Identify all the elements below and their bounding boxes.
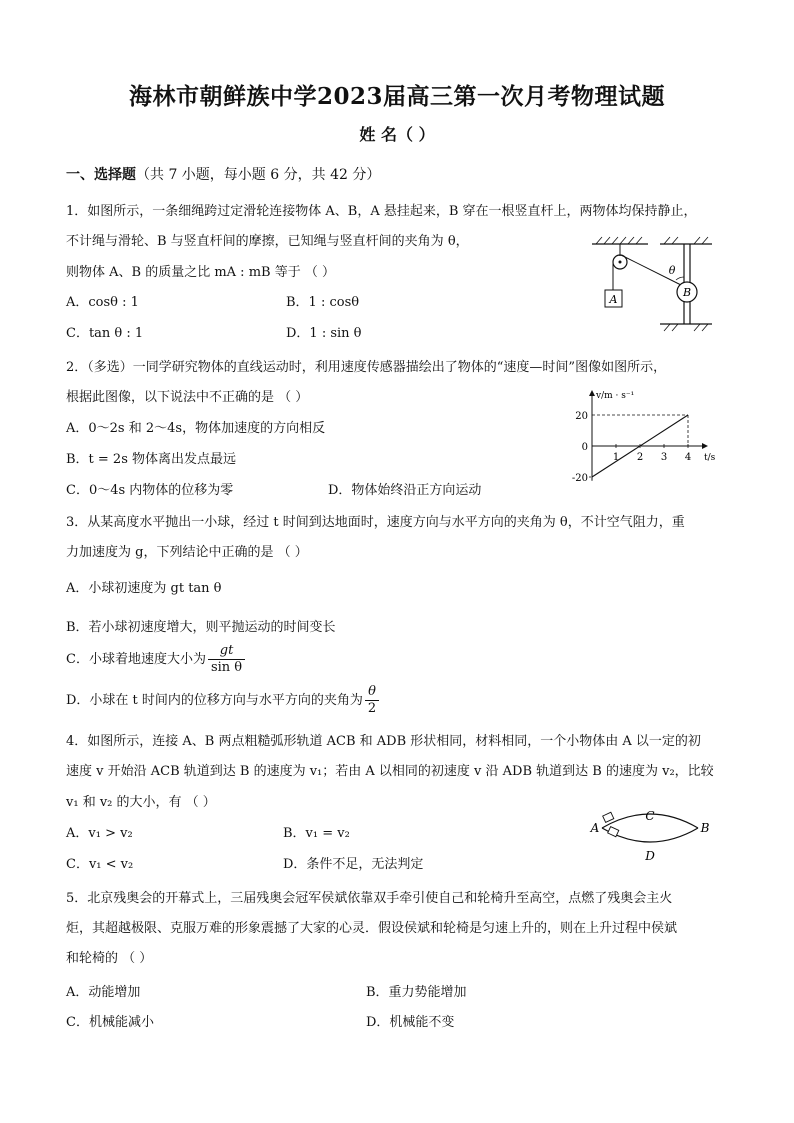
section-heading bbox=[66, 166, 380, 184]
y-tick-label: 0 bbox=[581, 442, 588, 453]
q5-option-b: B．重力势能增加 bbox=[366, 985, 467, 1000]
x-axis-label: t/s bbox=[704, 453, 716, 463]
label-theta: θ bbox=[668, 264, 676, 277]
q4-text-line1: 4．如图所示，连接 A、B 两点粗糙弧形轨道 ACB 和 ADB 形状相同，材料相同，一个小物体由 A 以一定的初 bbox=[66, 734, 701, 749]
q2-option-c: C．0～4s 内物体的位移为零 bbox=[66, 483, 234, 498]
q3-option-d-text: D．小球在 t 时间内的位移方向与水平方向的夹角为 bbox=[66, 693, 363, 708]
q2-option-a: A．0～2s 和 2～4s，物体加速度的方向相反 bbox=[66, 421, 326, 436]
y-tick-label: -20 bbox=[571, 473, 588, 484]
q3-option-d-fraction bbox=[365, 684, 379, 717]
q3-option-c-fraction bbox=[208, 643, 245, 676]
q3-option-d bbox=[66, 684, 381, 717]
label-c: C bbox=[645, 809, 655, 823]
x-axis-arrow bbox=[702, 443, 708, 449]
section-title: 一、选择题 bbox=[66, 167, 136, 183]
x-tick-label: 2 bbox=[636, 452, 644, 463]
q1-pulley-figure bbox=[588, 232, 720, 332]
q5-text-line1: 5．北京残奥会的开幕式上，三届残奥会冠军侯斌依靠双手牵引使自己和轮椅升至高空，点燃了残奥会主火 bbox=[66, 891, 673, 906]
section-note: （共 7 小题，每小题 6 分，共 42 分） bbox=[136, 167, 381, 183]
q4-option-c: C．v₁ < v₂ bbox=[66, 857, 134, 872]
q1-option-b: B．1 : cosθ bbox=[286, 295, 360, 310]
q4-text-line2: 速度 v 开始沿 ACB 轨道到达 B 的速度为 v₁；若由 A 以相同的初速度 v 沿 ADB 轨道到达 B 的速度为 v₂，比较 bbox=[66, 764, 714, 779]
q3-option-d-denominator: 2 bbox=[367, 701, 377, 716]
q4-arc-tracks-figure bbox=[586, 806, 714, 866]
q3-option-c bbox=[66, 643, 247, 676]
q1-text-line2: 不计绳与滑轮、B 与竖直杆间的摩擦，已知绳与竖直杆间的夹角为 θ， bbox=[66, 234, 469, 249]
q2-option-d: D．物体始终沿正方向运动 bbox=[328, 483, 482, 498]
q2-velocity-time-chart bbox=[560, 386, 720, 492]
q1-option-c: C．tan θ : 1 bbox=[66, 326, 144, 341]
q3-option-c-denominator: sin θ bbox=[210, 660, 243, 675]
q3-option-c-text: C．小球着地速度大小为 bbox=[66, 652, 206, 667]
x-tick-label: 4 bbox=[684, 452, 692, 463]
q4-option-a: A．v₁ > v₂ bbox=[66, 826, 133, 841]
q5-option-a: A．动能增加 bbox=[66, 985, 141, 1000]
q5-text-line2: 炬，其超越极限、克服万难的形象震撼了大家的心灵．假设侯斌和轮椅是匀速上升的，则在上升过程中侯斌 bbox=[66, 921, 678, 936]
q3-option-c-numerator: gt bbox=[208, 643, 245, 660]
q3-text-line1: 3．从某高度水平抛出一小球，经过 t 时间到达地面时，速度方向与水平方向的夹角为 θ，不计空气阻力，重 bbox=[66, 515, 685, 530]
q1-option-a: A．cosθ : 1 bbox=[66, 295, 139, 310]
q3-text-line2: 力加速度为 g，下列结论中正确的是 （ ） bbox=[66, 545, 308, 560]
q5-option-d: D．机械能不变 bbox=[366, 1015, 455, 1030]
label-a: A bbox=[590, 821, 600, 835]
q1-text-line3: 则物体 A、B 的质量之比 mA : mB 等于 （ ） bbox=[66, 265, 335, 280]
y-tick-label: 20 bbox=[575, 411, 588, 422]
name-field-label: 姓 名（ ） bbox=[359, 125, 435, 144]
x-tick-label: 3 bbox=[660, 452, 668, 463]
q1-option-d: D．1 : sin θ bbox=[286, 326, 362, 341]
q5-text-line3: 和轮椅的 （ ） bbox=[66, 951, 153, 966]
q1-text-line1: 1．如图所示，一条细绳跨过定滑轮连接物体 A、B，A 悬挂起来，B 穿在一根竖直杆上，两物体均保持静止， bbox=[66, 204, 697, 219]
x-tick-label: 1 bbox=[612, 452, 620, 463]
y-axis-arrow bbox=[589, 390, 595, 396]
block-upper bbox=[603, 812, 614, 822]
q2-option-b: B．t = 2s 物体离出发点最远 bbox=[66, 452, 237, 467]
q3-option-a: A．小球初速度为 gt tan θ bbox=[66, 581, 222, 596]
label-b: B bbox=[700, 821, 710, 835]
label-d: D bbox=[645, 849, 655, 863]
q4-option-b: B．v₁ = v₂ bbox=[283, 826, 350, 841]
q2-text-line2: 根据此图像，以下说法中不正确的是 （ ） bbox=[66, 390, 309, 405]
q4-text-line3: v₁ 和 v₂ 的大小，有 （ ） bbox=[66, 795, 216, 810]
y-axis-label: v/m · s⁻¹ bbox=[596, 391, 635, 401]
q2-text-line1: 2．（多选）一同学研究物体的直线运动时，利用速度传感器描绘出了物体的“速度—时间”图像如图所示， bbox=[66, 360, 667, 375]
label-a: A bbox=[609, 293, 618, 306]
page-title: 海林市朝鲜族中学2023届高三第一次月考物理试题 bbox=[128, 83, 665, 110]
q4-option-d: D．条件不足，无法判定 bbox=[283, 857, 424, 872]
q3-option-d-numerator: θ bbox=[365, 684, 379, 701]
q3-option-b: B．若小球初速度增大，则平抛运动的时间变长 bbox=[66, 620, 336, 635]
q5-option-c: C．机械能减小 bbox=[66, 1015, 154, 1030]
label-b: B bbox=[682, 286, 692, 299]
